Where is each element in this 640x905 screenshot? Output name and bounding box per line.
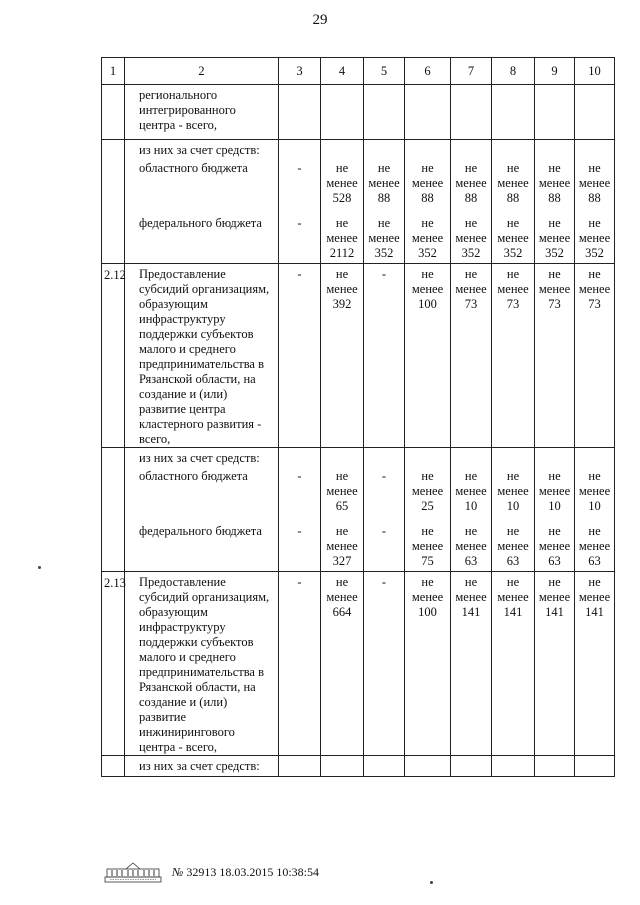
- year-value-cell: [321, 158, 364, 213]
- cell-value: не менее 2112: [326, 216, 358, 260]
- table-row: [102, 572, 615, 756]
- column-header: 6: [405, 58, 451, 85]
- empty-cell: [279, 448, 321, 467]
- empty-cell: [535, 448, 575, 467]
- item-number: [102, 756, 125, 777]
- year-value-cell: [575, 572, 615, 756]
- year-value-cell: [492, 466, 535, 521]
- col3-value: -: [279, 213, 321, 264]
- funding-source: федерального бюджета: [125, 521, 279, 572]
- empty-cell: [492, 140, 535, 159]
- year-value-cell: [405, 572, 451, 756]
- col3-value: -: [279, 521, 321, 572]
- year-value-cell: [321, 466, 364, 521]
- year-value-cell: [405, 466, 451, 521]
- year-value-cell: [451, 213, 492, 264]
- cell-value: не менее 141: [578, 575, 611, 619]
- year-value-cell: [364, 572, 405, 756]
- year-value-cell: [535, 85, 575, 140]
- cell-value: не менее 327: [326, 524, 358, 568]
- cell-value: не менее 664: [326, 575, 358, 619]
- cell-value: не менее 88: [497, 161, 529, 205]
- sub-header-label: из них за счет средств:: [125, 140, 279, 159]
- item-number: [102, 466, 125, 521]
- cell-value: не менее 141: [538, 575, 571, 619]
- cell-value: не менее 88: [368, 161, 400, 205]
- empty-cell: [492, 448, 535, 467]
- cell-value: не менее 10: [538, 469, 571, 513]
- empty-cell: [451, 140, 492, 159]
- year-value-cell: [492, 264, 535, 448]
- year-value-cell: [364, 466, 405, 521]
- year-value-cell: [451, 158, 492, 213]
- empty-cell: [535, 756, 575, 777]
- table-row: [102, 213, 615, 264]
- year-value-cell: [321, 213, 364, 264]
- column-header: 8: [492, 58, 535, 85]
- cell-value: не менее 392: [326, 267, 358, 311]
- empty-cell: [492, 756, 535, 777]
- cell-value: не менее 352: [497, 216, 529, 260]
- cell-value: не менее 352: [411, 216, 444, 260]
- table-row: [102, 756, 615, 777]
- item-number: [102, 213, 125, 264]
- empty-cell: [321, 140, 364, 159]
- cell-value: не менее 73: [578, 267, 611, 311]
- cell-value: не менее 73: [538, 267, 571, 311]
- empty-cell: [321, 448, 364, 467]
- column-header: 1: [102, 58, 125, 85]
- empty-cell: [364, 140, 405, 159]
- year-value-cell: [405, 158, 451, 213]
- item-number: [102, 140, 125, 159]
- cell-value: не менее 352: [455, 216, 487, 260]
- cell-value: не менее 63: [578, 524, 611, 568]
- item-number: 2.12: [102, 264, 125, 448]
- empty-cell: [279, 140, 321, 159]
- year-value-cell: [364, 521, 405, 572]
- cell-value: не менее 352: [538, 216, 571, 260]
- year-value-cell: [535, 572, 575, 756]
- year-value-cell: [321, 572, 364, 756]
- empty-cell: [405, 448, 451, 467]
- col3-value: -: [279, 264, 321, 448]
- year-value-cell: [575, 466, 615, 521]
- cell-value: не менее 100: [411, 575, 444, 619]
- item-number: [102, 158, 125, 213]
- registration-number: 32913 18.03.2015 10:38:54: [186, 864, 319, 879]
- year-value-cell: [535, 521, 575, 572]
- item-name: Предоставление субсидий организациям, образующим инфраструктуру поддержки субъектов малого и среднего предпринимательства в Рязанской области, на создание и (или) развитие инжинирингового центра - всего,: [125, 572, 279, 756]
- year-value-cell: [492, 85, 535, 140]
- empty-cell: [405, 756, 451, 777]
- cell-value: не менее 100: [411, 267, 444, 311]
- year-value-cell: [575, 213, 615, 264]
- cell-value: -: [381, 575, 387, 589]
- empty-cell: [575, 756, 615, 777]
- table-row: [102, 140, 615, 159]
- column-header: 3: [279, 58, 321, 85]
- empty-cell: [321, 756, 364, 777]
- year-value-cell: [575, 264, 615, 448]
- year-value-cell: [575, 158, 615, 213]
- year-value-cell: [451, 521, 492, 572]
- cell-value: -: [381, 469, 387, 483]
- cell-value: не менее 88: [411, 161, 444, 205]
- cell-value: не менее 352: [368, 216, 400, 260]
- year-value-cell: [535, 213, 575, 264]
- year-value-cell: [364, 158, 405, 213]
- cell-value: не менее 75: [411, 524, 444, 568]
- empty-cell: [405, 140, 451, 159]
- cell-value: не менее 528: [326, 161, 358, 205]
- col3-value: [279, 85, 321, 140]
- empty-cell: [575, 448, 615, 467]
- cell-value: не менее 10: [578, 469, 611, 513]
- table-row: [102, 158, 615, 213]
- item-name: Предоставление субсидий организациям, образующим инфраструктуру поддержки субъектов малого и среднего предпринимательства в Рязанской области, на создание и (или) развитие центра кластерного развития - всего,: [125, 264, 279, 448]
- empty-cell: [451, 756, 492, 777]
- cell-value: не менее 73: [455, 267, 487, 311]
- year-value-cell: [451, 572, 492, 756]
- col3-value: -: [279, 158, 321, 213]
- year-value-cell: [321, 264, 364, 448]
- budget-table: [101, 57, 615, 777]
- scan-speck: [38, 566, 41, 569]
- cell-value: не менее 88: [578, 161, 611, 205]
- year-value-cell: [321, 521, 364, 572]
- ryazan-government-building-seal-icon: [104, 861, 162, 883]
- cell-value: не менее 88: [455, 161, 487, 205]
- cell-value: не менее 25: [411, 469, 444, 513]
- empty-cell: [279, 756, 321, 777]
- cell-value: -: [381, 267, 387, 281]
- cell-value: не менее 10: [497, 469, 529, 513]
- item-number: [102, 85, 125, 140]
- year-value-cell: [535, 158, 575, 213]
- page-number: 29: [312, 12, 328, 28]
- funding-source: областного бюджета: [125, 466, 279, 521]
- number-sign: №: [172, 864, 184, 879]
- year-value-cell: [535, 264, 575, 448]
- year-value-cell: [451, 466, 492, 521]
- column-header: 4: [321, 58, 364, 85]
- table-row: [102, 466, 615, 521]
- empty-cell: [364, 756, 405, 777]
- cell-value: не менее 63: [497, 524, 529, 568]
- table-header-row: [102, 58, 615, 85]
- cell-value: не менее 63: [538, 524, 571, 568]
- empty-cell: [575, 140, 615, 159]
- year-value-cell: [492, 213, 535, 264]
- column-header: 10: [575, 58, 615, 85]
- column-header: 5: [364, 58, 405, 85]
- year-value-cell: [405, 521, 451, 572]
- col3-value: -: [279, 466, 321, 521]
- year-value-cell: [405, 264, 451, 448]
- year-value-cell: [364, 213, 405, 264]
- col3-value: -: [279, 572, 321, 756]
- funding-source: областного бюджета: [125, 158, 279, 213]
- table-row: [102, 85, 615, 140]
- cell-value: -: [381, 524, 387, 538]
- year-value-cell: [321, 85, 364, 140]
- year-value-cell: [451, 264, 492, 448]
- year-value-cell: [492, 521, 535, 572]
- scan-speck: [430, 881, 433, 884]
- item-name: регионального интегрированного центра - всего,: [125, 85, 279, 140]
- table-row: [102, 521, 615, 572]
- column-header: 2: [125, 58, 279, 85]
- funding-source: федерального бюджета: [125, 213, 279, 264]
- table-row: [102, 264, 615, 448]
- year-value-cell: [575, 85, 615, 140]
- cell-value: не менее 88: [538, 161, 571, 205]
- document-footer: [104, 861, 319, 883]
- empty-cell: [364, 448, 405, 467]
- cell-value: не менее 141: [497, 575, 529, 619]
- cell-value: не менее 73: [497, 267, 529, 311]
- year-value-cell: [492, 572, 535, 756]
- cell-value: не менее 141: [455, 575, 487, 619]
- item-number: [102, 448, 125, 467]
- item-number: 2.13: [102, 572, 125, 756]
- cell-value: не менее 10: [455, 469, 487, 513]
- year-value-cell: [364, 85, 405, 140]
- year-value-cell: [535, 466, 575, 521]
- sub-header-label: из них за счет средств:: [125, 448, 279, 467]
- registration-stamp: [172, 865, 319, 880]
- column-header: 7: [451, 58, 492, 85]
- cell-value: не менее 65: [326, 469, 358, 513]
- cell-value: не менее 352: [578, 216, 611, 260]
- empty-cell: [535, 140, 575, 159]
- table-row: [102, 448, 615, 467]
- cell-value: не менее 63: [455, 524, 487, 568]
- year-value-cell: [451, 85, 492, 140]
- year-value-cell: [492, 158, 535, 213]
- sub-header-label: из них за счет средств:: [125, 756, 279, 777]
- year-value-cell: [364, 264, 405, 448]
- item-number: [102, 521, 125, 572]
- year-value-cell: [405, 85, 451, 140]
- year-value-cell: [405, 213, 451, 264]
- empty-cell: [451, 448, 492, 467]
- year-value-cell: [575, 521, 615, 572]
- column-header: 9: [535, 58, 575, 85]
